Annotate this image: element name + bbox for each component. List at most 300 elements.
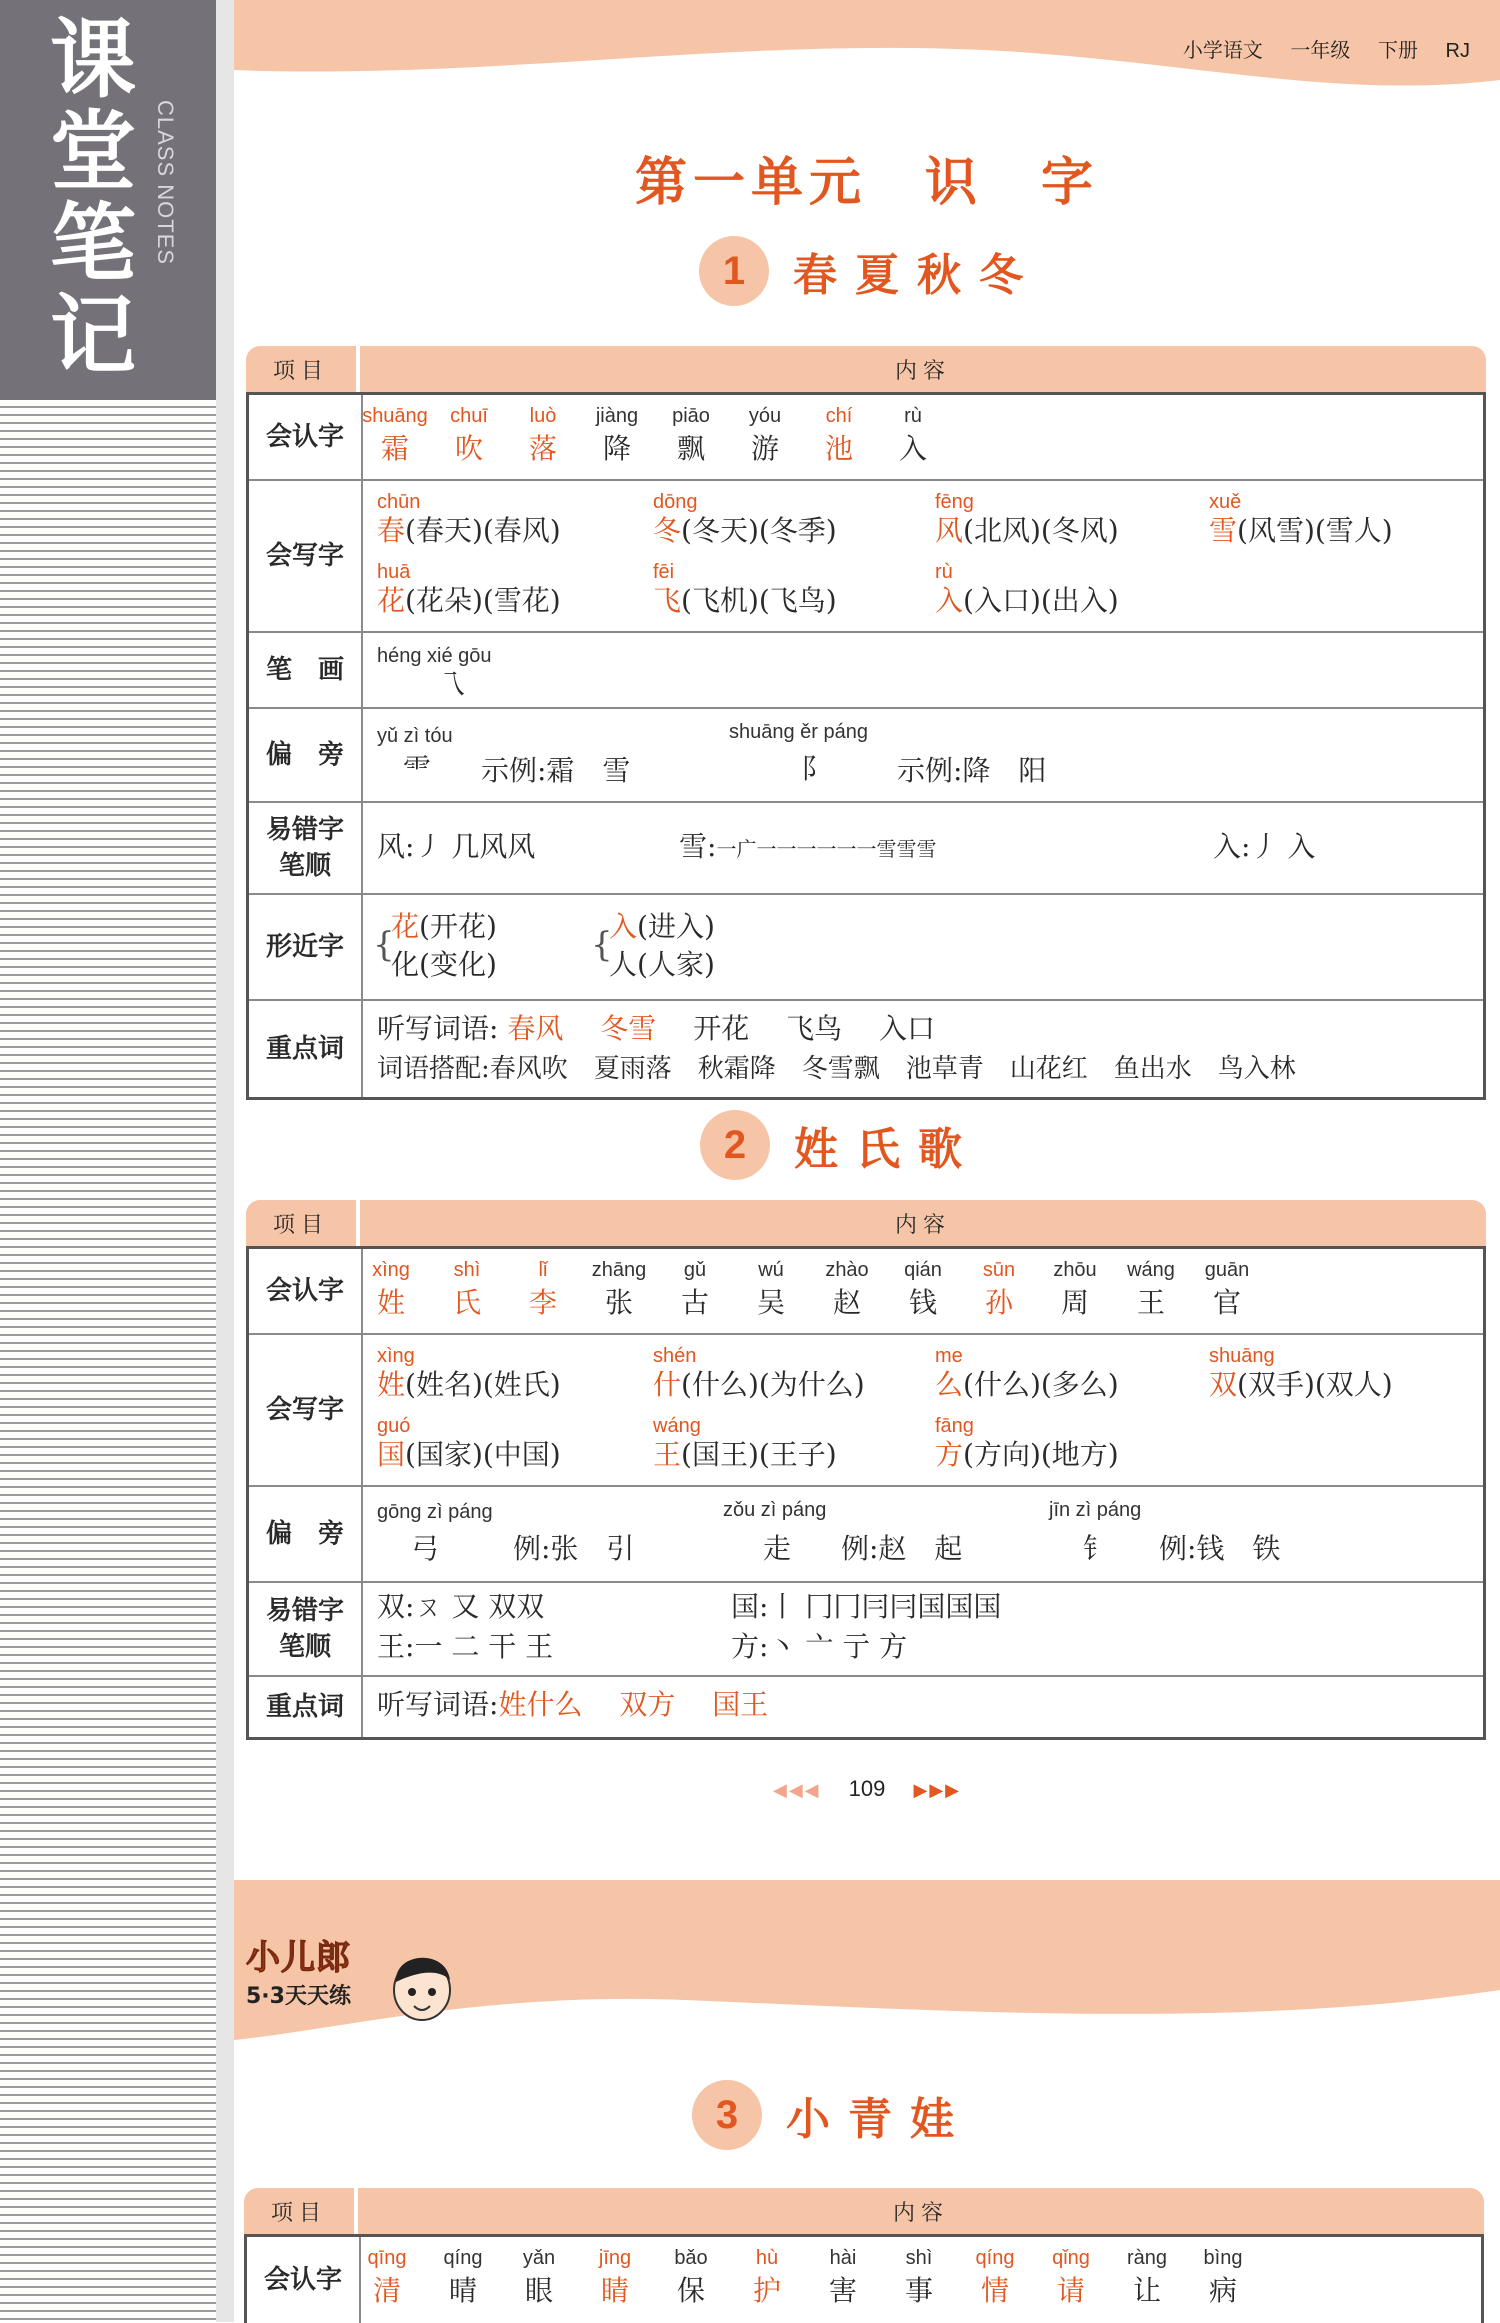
char-hanzi: 吴 [756,1286,785,1319]
char-pinyin: yǎn [522,2247,556,2269]
lesson-2-heading [700,1110,980,1180]
strokeorder-item: 双:ㄡ 又 双双 [377,1590,545,1623]
strokeorder-seq: 丶 亠 亍 方 [768,1630,908,1663]
similar-item [391,911,497,943]
lesson-number: 2 [700,1110,770,1180]
write-char: 么 [935,1368,964,1401]
recognize-char [355,405,435,465]
row-label: 重点词 [249,1001,363,1097]
write-pinyin: shén [653,1345,697,1367]
recognize-chars [361,2237,1481,2323]
row-label-line: 易错字 [265,1596,344,1626]
row-similar [249,895,1483,1001]
write-pinyin: huā [377,561,411,583]
write-line [1209,1369,1393,1401]
write-words: (花朵)(雪花) [405,584,561,617]
table-header [244,2188,1484,2234]
row-keywords [249,1677,1483,1737]
recognize-char [879,2247,959,2307]
stroke-glyph: 乁 [437,668,466,701]
char-pinyin: shuāng [362,405,428,427]
sidebar-title-char: 课 [50,10,136,110]
write-chars [363,1335,1483,1485]
header-content: 内容 [358,2188,1484,2234]
recognize-char [503,405,583,465]
write-item [935,1345,1119,1401]
recognize-char [651,2247,731,2307]
char-pinyin: piāo [672,405,710,427]
radical-pinyin: jīn zì páng [1049,1499,1142,1521]
char-hanzi: 让 [1132,2274,1161,2307]
row-label-line: 笔顺 [278,1632,331,1662]
recognize-char [577,405,657,465]
radical-content [363,1487,1483,1581]
char-hanzi: 降 [602,432,631,465]
write-item [377,1345,561,1401]
recognize-char [883,1259,963,1319]
lesson-number: 3 [692,2080,762,2150]
write-words: (风雪)(雪人) [1237,514,1393,547]
row-label: 偏 旁 [249,1487,363,1581]
write-line [935,1369,1119,1401]
recognize-char [799,405,879,465]
strokeorder-char: 王 [377,1630,406,1663]
sidebar [0,0,216,2322]
char-hanzi: 吹 [454,432,483,465]
char-hanzi: 张 [604,1286,633,1319]
write-char: 春 [377,514,406,547]
header-item: 项目 [246,1200,356,1246]
write-item [377,561,561,617]
header-item: 项目 [244,2188,354,2234]
similar-item [391,949,497,981]
strokeorder-char: 方 [731,1630,760,1663]
dictation-word-text: 飞鸟 [786,1012,843,1045]
recognize-char [1187,1259,1267,1319]
write-item [1209,1345,1393,1401]
recognize-char [427,1259,507,1319]
logo-subtitle: 5·3天天练 [246,1984,351,2009]
row-label: 会认字 [247,2237,361,2323]
row-label: 重点词 [249,1677,363,1737]
keywords-content [363,1677,1483,1737]
dictation-word-text: 入口 [879,1012,936,1045]
char-hanzi: 清 [372,2274,401,2307]
binding-gap [216,0,234,2322]
char-hanzi: 古 [680,1286,709,1319]
write-line [377,1369,561,1401]
char-pinyin: guān [1204,1259,1250,1281]
strokeorder-seq: ㇓ 几风风 [414,830,536,863]
char-hanzi: 李 [528,1286,557,1319]
write-line [935,515,1119,547]
char-pinyin: chí [825,405,853,427]
char-hanzi: 霜 [380,432,409,465]
char-pinyin: hài [829,2247,857,2269]
strokeorder-char: 国 [731,1590,760,1623]
strokeorder-char: 入 [1213,830,1242,863]
similar-content [363,895,1483,999]
write-line [653,1369,865,1401]
dictation-word: 冬雪 [600,1012,657,1045]
write-line [377,1439,561,1471]
recognize-char [731,1259,811,1319]
row-strokeorder [249,803,1483,895]
header-subject: 小学语文 [1182,40,1263,62]
recognize-char [503,1259,583,1319]
boy-mascot-icon [386,1942,458,2032]
header-edition: RJ [1445,40,1470,62]
write-item [1209,491,1393,547]
write-char: 方 [935,1438,964,1471]
write-line [653,515,837,547]
char-hanzi: 氏 [452,1286,481,1319]
dictation-line [377,1689,768,1721]
dictation-word: 姓什么 [498,1688,583,1721]
recognize-char [575,2247,655,2307]
write-item [653,1415,837,1471]
strokeorder-item: 方:丶 亠 亍 方 [731,1630,908,1663]
recognize-char [725,405,805,465]
char-pinyin: hù [755,2247,779,2269]
similar-word: (进入) [637,910,715,943]
write-pinyin: xìng [377,1345,415,1367]
lesson-2-table [246,1200,1486,1740]
char-pinyin: jīng [598,2247,632,2269]
table-body [244,2234,1484,2323]
unit-title: 第一单元 识 字 [634,153,1099,213]
recognize-char [429,405,509,465]
write-line [377,515,561,547]
char-pinyin: qīng [367,2247,407,2269]
write-pinyin: chūn [377,491,421,513]
char-hanzi: 飘 [676,432,705,465]
sidebar-title [50,10,160,386]
row-label [249,1583,363,1675]
char-hanzi: 请 [1056,2274,1085,2307]
sidebar-title-char: 记 [50,286,136,386]
row-write [249,481,1483,633]
collocation-label: 词语搭配: [377,1054,490,1084]
header-meta [1161,34,1470,63]
char-pinyin: qǐng [1052,2247,1090,2269]
row-stroke [249,633,1483,709]
strokeorder-content [363,1583,1483,1675]
write-item [653,1345,865,1401]
write-line [935,585,1119,617]
lesson-1-heading [699,236,1041,306]
header-content: 内容 [360,346,1486,392]
write-char: 雪 [1209,514,1238,547]
radical-example: 例:钱 铁 [1159,1532,1281,1565]
recognize-char [655,1259,735,1319]
char-pinyin: ràng [1126,2247,1168,2269]
recognize-char [423,2247,503,2307]
char-hanzi: 晴 [448,2274,477,2307]
char-pinyin: xìng [372,1259,410,1281]
write-item [935,1415,1119,1471]
table-header [246,1200,1486,1246]
lesson-3-table [244,2188,1484,2323]
similar-char: 化 [391,948,420,981]
dictation-word [786,1012,842,1045]
row-radical [249,709,1483,803]
sidebar-title-char: 笔 [50,194,136,294]
recognize-char [959,1259,1039,1319]
char-hanzi: 官 [1212,1286,1241,1319]
char-pinyin: shì [453,1259,481,1281]
radical-glyph: ⻗ [403,752,432,785]
char-pinyin: yóu [748,405,782,427]
write-item [653,491,837,547]
write-char: 飞 [653,584,682,617]
pager [234,1776,1500,1802]
strokeorder-seq: 丨 冂冂冃冃国国国 [768,1590,1002,1623]
char-hanzi: 周 [1060,1286,1089,1319]
recognize-char [499,2247,579,2307]
char-pinyin: qíng [975,2247,1015,2269]
write-words: (北风)(冬风) [963,514,1119,547]
prev-arrows-icon[interactable]: ◀◀◀ [772,1780,821,1800]
row-radical [249,1487,1483,1583]
char-hanzi: 护 [752,2274,781,2307]
dictation-word: 双方 [619,1688,676,1721]
write-pinyin: rù [935,561,953,583]
recognize-char [873,405,953,465]
char-pinyin: wú [758,1259,784,1281]
page [234,0,1500,2322]
lesson-1-table [246,346,1486,1100]
similar-char: 入 [609,910,638,943]
row-label: 会写字 [249,481,363,631]
collocation-line [377,1053,1296,1085]
recognize-char [351,1259,431,1319]
header-grade: 一年级 [1290,40,1351,62]
strokeorder-seq: ㄡ 又 双双 [414,1590,545,1623]
char-pinyin: sūn [982,1259,1016,1281]
write-pinyin: wáng [653,1415,701,1437]
write-words: (什么)(为什么) [681,1368,865,1401]
radical-pinyin: shuāng ěr páng [729,721,869,743]
strokeorder-content [363,803,1483,893]
char-pinyin: bìng [1203,2247,1243,2269]
char-hanzi: 孙 [984,1286,1013,1319]
stroke-pinyin: héng xié gōu [377,645,492,667]
similar-item [609,911,715,943]
strokeorder-item: 雪:一广一一一一一一雪雪雪 [679,830,937,863]
similar-item [609,949,715,981]
radical-example: 示例:霜 雪 [481,754,631,787]
write-item [935,561,1119,617]
write-item [377,1415,561,1471]
dictation-word: 国王 [712,1688,769,1721]
strokeorder-seq: 一 二 干 王 [414,1630,554,1663]
dictation-label: 听写词语: [377,1012,499,1045]
row-write [249,1335,1483,1487]
page-number: 109 [848,1776,886,1801]
char-pinyin: shì [905,2247,933,2269]
recognize-char [955,2247,1035,2307]
sidebar-header [0,0,216,400]
row-keywords [249,1001,1483,1097]
write-words: (飞机)(飞鸟) [681,584,837,617]
char-pinyin: bǎo [674,2247,708,2269]
write-words: (方向)(地方) [963,1438,1119,1471]
write-char: 风 [935,514,964,547]
radical-glyph: ⻖ [801,752,830,785]
header-content: 内容 [360,1200,1486,1246]
radical-glyph: 钅 [1083,1532,1112,1565]
char-pinyin: zhāng [591,1259,647,1281]
row-recognize [247,2237,1481,2323]
write-char: 国 [377,1438,406,1471]
radical-glyph: 弓 [411,1532,440,1565]
write-words: (什么)(多么) [963,1368,1119,1401]
radical-example: 示例:降 阳 [897,754,1047,787]
strokeorder-item: 风:㇓ 几风风 [377,830,536,863]
write-item [377,491,561,547]
strokeorder-seq: 丿 入 [1250,830,1316,863]
row-strokeorder [249,1583,1483,1677]
strokeorder-item: 王:一 二 干 王 [377,1630,554,1663]
header-term: 下册 [1377,40,1418,62]
lesson-title: 姓氏歌 [794,1124,980,1175]
recognize-char [1035,1259,1115,1319]
lesson-number: 1 [699,236,769,306]
next-arrows-icon[interactable]: ▶▶▶ [913,1780,962,1800]
recognize-char [1111,1259,1191,1319]
recognize-char [1183,2247,1263,2307]
row-recognize [249,1249,1483,1335]
write-pinyin: shuāng [1209,1345,1275,1367]
write-line [377,585,561,617]
char-hanzi: 入 [898,432,927,465]
row-label: 形近字 [249,895,363,999]
write-char: 什 [653,1368,682,1401]
write-pinyin: fēng [935,491,974,513]
recognize-char [347,2247,427,2307]
row-label-line: 易错字 [265,815,344,845]
radical-example: 例:赵 起 [841,1532,963,1565]
char-pinyin: rù [904,405,922,427]
char-pinyin: chuī [450,405,488,427]
row-label [249,803,363,893]
write-char: 入 [935,584,964,617]
logo-name: 小儿郎 [246,1938,351,1978]
radical-pinyin: yǔ zì tóu [377,725,453,747]
write-char: 冬 [653,514,682,547]
char-hanzi: 事 [904,2274,933,2307]
brace-icon: { [591,925,613,965]
char-hanzi: 姓 [376,1286,405,1319]
similar-word: (变化) [419,948,497,981]
recognize-char [1031,2247,1111,2307]
char-pinyin: qíng [443,2247,483,2269]
char-hanzi: 情 [980,2274,1009,2307]
write-words: (国家)(中国) [405,1438,561,1471]
write-words: (春天)(春风) [405,514,561,547]
write-pinyin: me [935,1345,963,1367]
row-label: 笔 画 [249,633,363,707]
recognize-char [803,2247,883,2307]
strokeorder-seq: 一广一一一一一一雪雪雪 [716,837,937,861]
lesson-3-heading [692,2080,972,2150]
write-pinyin: fāng [935,1415,974,1437]
table-body [246,1246,1486,1740]
lesson-title: 小青娃 [786,2094,972,2145]
strokeorder-char: 风 [377,830,406,863]
radical-content [363,709,1483,801]
write-words: (冬天)(冬季) [681,514,837,547]
row-label: 会写字 [249,1335,363,1485]
write-item [653,561,837,617]
strokeorder-char: 双 [377,1590,406,1623]
sidebar-title-char: 堂 [50,102,136,202]
similar-word: (人家) [637,948,715,981]
write-pinyin: fēi [653,561,675,583]
brace-icon: { [373,925,395,965]
char-hanzi: 害 [828,2274,857,2307]
header-item: 项目 [246,346,356,392]
strokeorder-item: 入:丿 入 [1213,830,1316,863]
write-char: 王 [653,1438,682,1471]
char-pinyin: zhào [825,1259,869,1281]
dictation-word [879,1012,935,1045]
char-pinyin: jiàng [595,405,639,427]
write-pinyin: xuě [1209,491,1242,513]
recognize-chars [363,1249,1483,1333]
table-header [246,346,1486,392]
recognize-char [727,2247,807,2307]
char-hanzi: 赵 [832,1286,861,1319]
recognize-chars [363,395,1483,479]
write-char: 双 [1209,1368,1238,1401]
dictation-label: 听写词语: [377,1688,499,1721]
dictation-word: 春风 [507,1012,564,1045]
write-char: 花 [377,584,406,617]
similar-char: 花 [391,910,420,943]
similar-char: 人 [609,948,638,981]
radical-pinyin: zǒu zì páng [723,1499,827,1521]
write-words: (姓名)(姓氏) [405,1368,561,1401]
dictation-word [693,1012,749,1045]
char-hanzi: 眼 [524,2274,553,2307]
row-recognize [249,395,1483,481]
write-line [653,585,837,617]
char-hanzi: 睛 [600,2274,629,2307]
recognize-char [651,405,731,465]
char-hanzi: 王 [1136,1286,1165,1319]
row-label: 偏 旁 [249,709,363,801]
write-item [935,491,1119,547]
recognize-char [807,1259,887,1319]
write-char: 姓 [377,1368,406,1401]
write-chars [363,481,1483,631]
strokeorder-char: 雪 [679,830,708,863]
char-hanzi: 保 [676,2274,705,2307]
write-pinyin: guó [377,1415,411,1437]
similar-word: (开花) [419,910,497,943]
sidebar-subtitle: CLASS NOTES [153,100,178,266]
dictation-word-text: 开花 [693,1012,750,1045]
logo [246,1930,351,2010]
char-hanzi: 游 [750,432,779,465]
write-words: (入口)(出入) [963,584,1119,617]
char-pinyin: lǐ [538,1259,548,1281]
char-pinyin: wáng [1127,1259,1175,1281]
row-label-line: 笔顺 [278,851,331,881]
recognize-char [1107,2247,1187,2307]
